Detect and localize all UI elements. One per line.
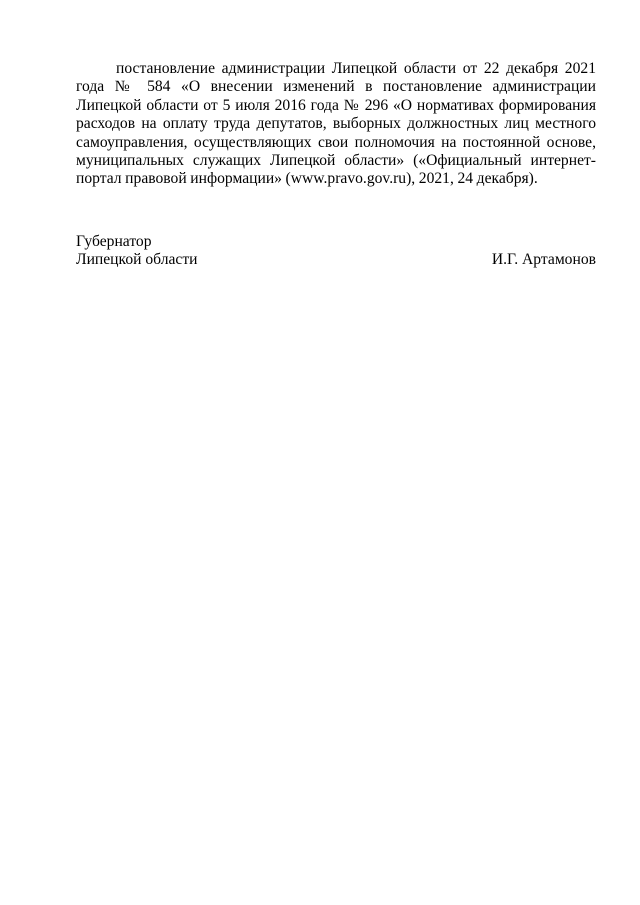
signature-position-line-1 [76,233,596,251]
signature-position-title: Губернатор [76,233,152,250]
signature-position-region: Липецкой области [76,251,198,269]
body-paragraph: постановление администрации Липецкой области от 22 декабря 2021 года № 584 «О внесении изменений в постановление администрации Липецкой области от 5 июля 2016 года № 296 «О нормативах формирования расходов на оплату труда депутатов, выборных должностных лиц местного самоуправления, осуществляющих свои полномочия на постоянной основе, муниципальных служащих Липецкой области» («Официальный интернет-портал правовой информации» (www.pravo.gov.ru), 2021, 24 декабря). [76,60,596,188]
signature-block [76,233,596,270]
signature-position-line-2 [76,251,596,269]
signatory-name: И.Г. Артамонов [491,251,596,269]
